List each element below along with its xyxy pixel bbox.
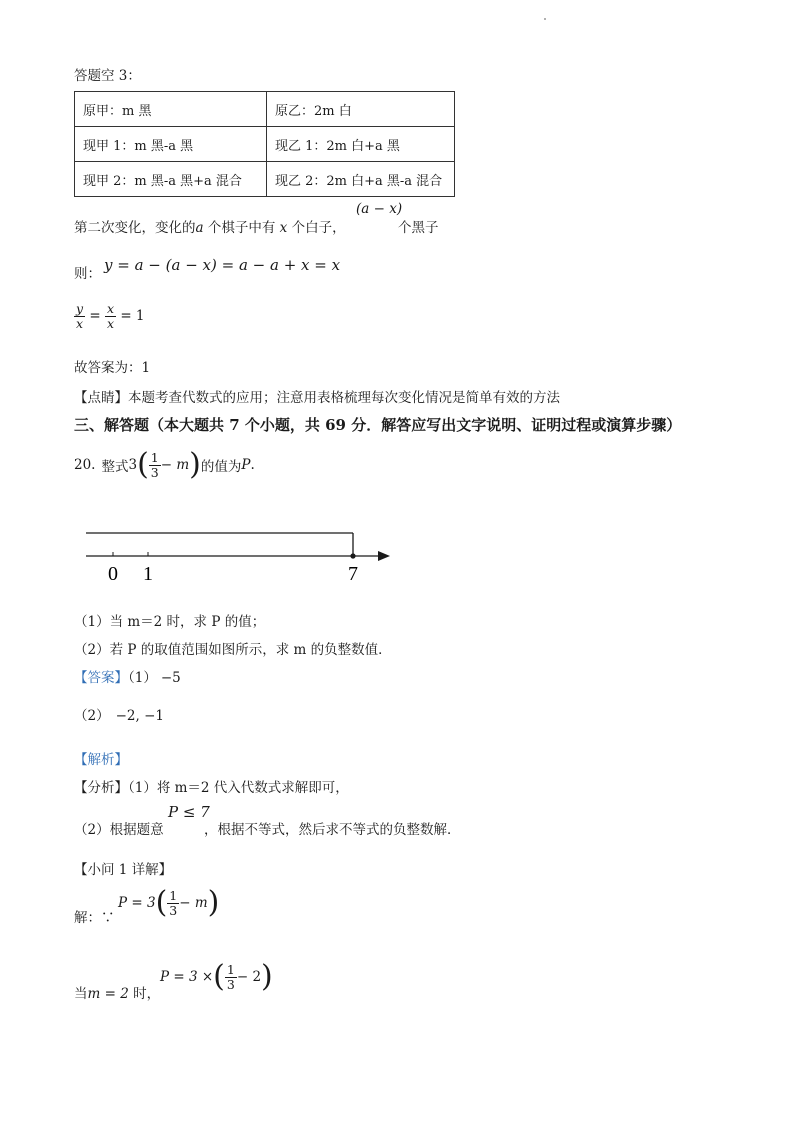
fenxi-tag: 【分析】 [74, 780, 128, 796]
text: 第二次变化，变化的 [74, 220, 196, 236]
comment-line [74, 386, 560, 406]
text: （1） [128, 670, 157, 686]
text: 当 [74, 986, 88, 1002]
text: 个白子， [287, 220, 346, 236]
tick-label: 0 [108, 563, 118, 585]
text: （2） [74, 708, 110, 724]
answer-tag: 【答案】 [74, 670, 128, 686]
fraction: $\frac{x}{x}$ [106, 301, 115, 331]
minus-m: − m [160, 457, 190, 473]
tick-label: 7 [348, 563, 358, 585]
answer-blank-3: 答题空 3： [74, 68, 141, 84]
text: 时， [128, 986, 161, 1002]
text: . [250, 457, 255, 473]
ratio-rhs: = 1 [120, 307, 145, 324]
var-a: a [195, 220, 204, 236]
solve-label: 解：∵ [74, 910, 115, 926]
minus-m: − m [179, 895, 208, 911]
fraction: $\frac{y}{x}$ [76, 301, 84, 331]
var-x: x [279, 220, 288, 236]
cond: m = 2 [87, 986, 129, 1002]
black-pieces-text: 个黑子 [398, 220, 439, 236]
coef: 3 [128, 457, 138, 473]
number-line [80, 528, 400, 588]
second-change-line [74, 216, 346, 236]
question-20: 20. 整式 3 ( $\frac{1}{3}$ − m ) 的值为 P . [74, 447, 255, 482]
then-formula: y = a − (a − x) = a − a + x = x [104, 256, 341, 274]
comment-text: 本题考查代数式的应用；注意用表格梳理每次变化情况是简单有效的方法 [128, 390, 560, 406]
analysis-tag: 【解析】 [74, 752, 128, 768]
minus-2: − 2 [236, 969, 262, 985]
table-cell: 现乙 2：2m 白+a 黑-a 混合 [267, 162, 455, 197]
header-dot [544, 18, 546, 20]
sub-question-2: （2）若 P 的取值范围如图所示，求 m 的负整数值． [74, 642, 392, 658]
text: 个棋子中有 [203, 220, 280, 236]
tick-label: 1 [143, 563, 153, 585]
fraction: $\frac{1}{3}$ [226, 961, 235, 992]
table-cell: 原甲：m 黑 [75, 92, 267, 127]
section-title: 三、解答题（本大题共 7 个小题，共 69 分．解答应写出文字说明、证明过程或演算步骤） [74, 416, 682, 434]
fraction: $\frac{1}{3}$ [169, 887, 178, 918]
solve-formula: P = 3 ( $\frac{1}{3}$ − m ) [118, 885, 220, 920]
table-cell: 现甲 2：m 黑-a 黑+a 混合 [75, 162, 267, 197]
text: 的值为 [200, 459, 242, 475]
answer-value: −5 [160, 670, 181, 686]
table-cell: 现甲 1：m 黑-a 黑 [75, 127, 267, 162]
closed-dot [350, 553, 355, 558]
fenxi2-ineq: P ≤ 7 [168, 803, 210, 821]
fenxi2-post: ，根据不等式，然后求不等式的负整数解． [204, 822, 461, 838]
text: 整式 [101, 459, 129, 475]
when-formula: P = 3 × ( $\frac{1}{3}$ − 2 ) [160, 959, 273, 994]
axis-arrow [378, 551, 390, 561]
change-table [74, 91, 455, 197]
comment-tag: 【点睛】 [74, 390, 128, 406]
table-row [75, 127, 455, 162]
table-cell: 现乙 1：2m 白+a 黑 [267, 127, 455, 162]
answer-row-2 [74, 704, 164, 724]
fenxi2-pre: （2）根据题意 [74, 822, 164, 838]
fenxi-text: （1）将 m＝2 代入代数式求解即可， [128, 780, 349, 796]
table-row [75, 162, 455, 197]
solve-lhs: P = 3 [118, 895, 156, 911]
question-number: 20. [74, 457, 96, 473]
q1-detail: 【小问 1 详解】 [74, 862, 173, 878]
when-line [74, 982, 160, 1002]
answer-line: 故答案为：1 [74, 360, 151, 376]
answer-row-1 [74, 666, 181, 686]
table-row [75, 92, 455, 127]
then-label: 则： [74, 266, 101, 282]
answer-value: −2, −1 [115, 708, 164, 724]
fenxi-line [74, 776, 349, 796]
expr-a-minus-x: (a − x) [356, 201, 403, 217]
table-cell: 原乙：2m 白 [267, 92, 455, 127]
ratio-formula: $\frac{y}{x}$ = $\frac{x}{x}$ = 1 [76, 301, 145, 331]
sub-question-1: （1）当 m＝2 时，求 P 的值； [74, 614, 266, 630]
when-lhs: P = 3 × [160, 969, 214, 985]
var-p: P [241, 457, 251, 473]
fraction: $\frac{1}{3}$ [150, 449, 159, 480]
